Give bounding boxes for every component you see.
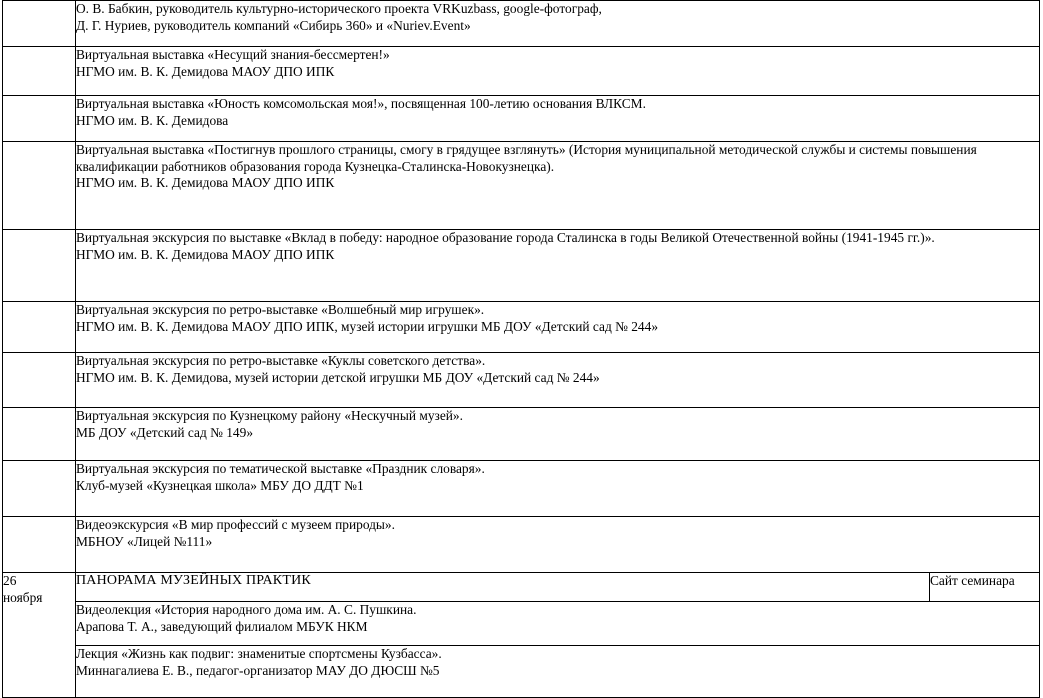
date-cell — [3, 517, 76, 573]
table-row — [3, 602, 1040, 646]
event-cell — [76, 1, 1040, 47]
event-line: НГМО им. В. К. Демидова — [76, 112, 229, 128]
event-line: МБ ДОУ «Детский сад № 149» — [76, 424, 254, 440]
event-line: Виртуальная экскурсия по выставке «Вклад в победу: народное образование города Сталинска в годы Великой Отечественной войны (1941-1945 гг.)». — [76, 230, 935, 245]
event-line: Арапова Т. А., заведующий филиалом МБУК НКМ — [76, 618, 368, 634]
table-row — [3, 573, 1040, 602]
event-cell — [76, 353, 1040, 408]
date-cell — [3, 47, 76, 96]
table-row — [3, 96, 1040, 142]
seminar-site-note: Сайт семинара — [929, 573, 1039, 602]
event-cell — [76, 230, 1040, 302]
event-line: Виртуальная экскурсия по Кузнецкому району «Нескучный музей». — [76, 408, 463, 423]
event-cell — [76, 47, 1040, 96]
event-cell — [76, 646, 1040, 698]
event-line: Д. Г. Нуриев, руководитель компаний «Сибирь 360» и «Nuriev.Event» — [76, 17, 471, 33]
date-cell — [3, 1, 76, 47]
date-cell — [3, 230, 76, 302]
event-line: Виртуальная выставка «Несущий знания-бессмертен!» — [76, 47, 390, 62]
event-line: Виртуальная экскурсия по тематической выставке «Праздник словаря». — [76, 461, 485, 476]
event-line: НГМО им. В. К. Демидова МАОУ ДПО ИПК — [76, 175, 335, 190]
table-row — [3, 517, 1040, 573]
event-line: Виртуальная выставка «Юность комсомольская моя!», посвященная 100-летию основания ВЛКСМ. — [76, 96, 646, 111]
event-line: Виртуальная экскурсия по ретро-выставке «Куклы советского детства». — [76, 353, 486, 368]
event-line: Виртуальная выставка «Постигнув прошлого страницы, смогу в грядущее взглянуть» (История муниципальной методической службы и системы повышения квалификации работников образования города Кузнецка-Сталинска-Новокузнецка). — [76, 142, 977, 174]
date-cell — [3, 353, 76, 408]
event-line: НГМО им. В. К. Демидова МАОУ ДПО ИПК, музей истории игрушки МБ ДОУ «Детский сад № 244» — [76, 318, 659, 334]
table-row — [3, 646, 1040, 698]
event-line: НГМО им. В. К. Демидова, музей истории детской игрушки МБ ДОУ «Детский сад № 244» — [76, 369, 600, 385]
event-line: МБНОУ «Лицей №111» — [76, 533, 213, 549]
table-row — [3, 230, 1040, 302]
event-cell — [76, 602, 1040, 646]
program-table — [2, 0, 1040, 698]
event-line: Виртуальная экскурсия по ретро-выставке «Волшебный мир игрушек». — [76, 302, 485, 317]
date-cell — [3, 96, 76, 142]
event-line: Лекция «Жизнь как подвиг: знаменитые спортсмены Кузбасса». — [76, 646, 442, 661]
event-line: О. В. Бабкин, руководитель культурно-исторического проекта VRKuzbass, google-фотограф, — [76, 1, 602, 16]
event-line: Видеолекция «История народного дома им. А. С. Пушкина. — [76, 602, 417, 617]
table-row — [3, 408, 1040, 461]
event-cell — [76, 461, 1040, 517]
section-heading: ПАНОРАМА МУЗЕЙНЫХ ПРАКТИК — [76, 573, 930, 602]
event-cell — [76, 302, 1040, 353]
event-cell — [76, 408, 1040, 461]
date-month: ноября — [3, 589, 43, 605]
event-line: Видеоэкскурсия «В мир профессий с музеем природы». — [76, 517, 395, 532]
date-cell — [3, 408, 76, 461]
event-line: НГМО им. В. К. Демидова МАОУ ДПО ИПК — [76, 246, 335, 262]
event-line: НГМО им. В. К. Демидова МАОУ ДПО ИПК — [76, 63, 335, 79]
event-cell — [76, 142, 1040, 230]
table-row — [3, 142, 1040, 230]
date-cell — [3, 142, 76, 230]
date-day: 26 — [3, 573, 17, 588]
date-cell — [3, 302, 76, 353]
event-line: Миннагалиева Е. В., педагог-организатор МАУ ДО ДЮСШ №5 — [76, 662, 440, 678]
table-row — [3, 353, 1040, 408]
event-cell — [76, 96, 1040, 142]
event-cell — [76, 517, 1040, 573]
table-row — [3, 302, 1040, 353]
table-row — [3, 47, 1040, 96]
date-cell — [3, 461, 76, 517]
table-row — [3, 461, 1040, 517]
event-line: Клуб-музей «Кузнецкая школа» МБУ ДО ДДТ №1 — [76, 477, 364, 493]
table-row — [3, 1, 1040, 47]
date-cell — [3, 573, 76, 698]
